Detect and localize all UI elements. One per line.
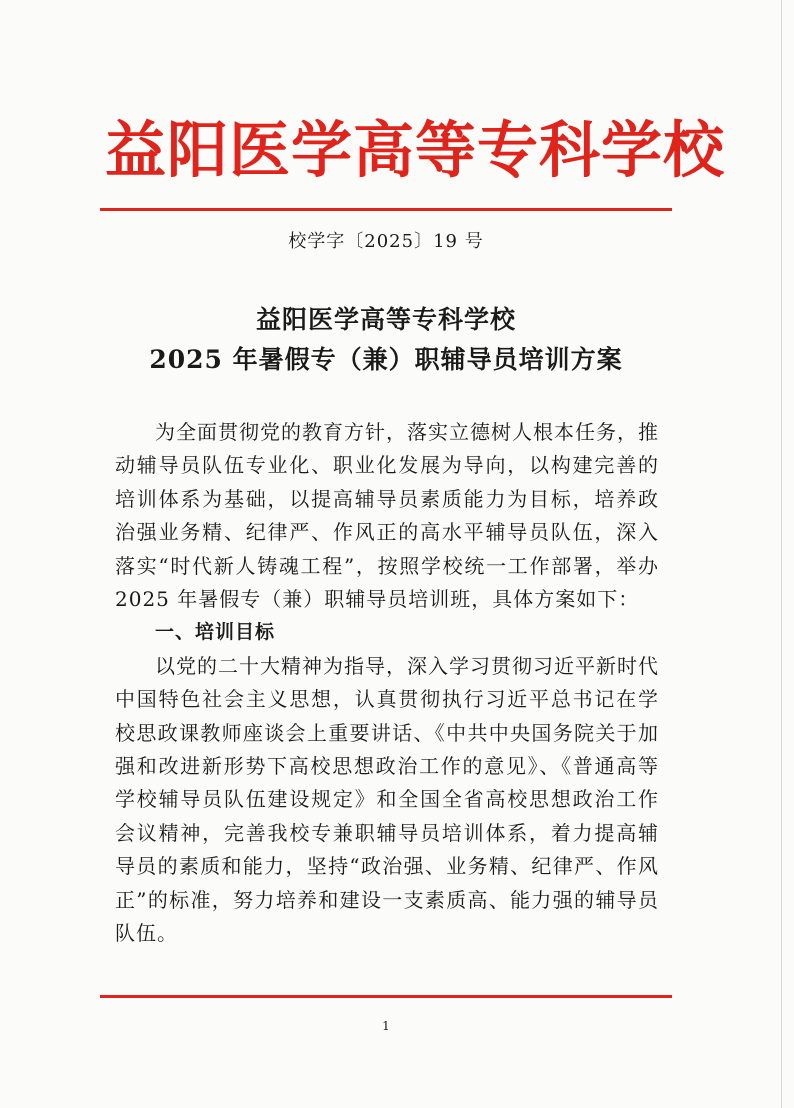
red-footer-rule	[100, 995, 672, 998]
page-number: 1	[382, 1019, 390, 1033]
section-paragraph-training-goals: 以党的二十大精神为指导，深入学习贯彻习近平新时代中国特色社会主义思想，认真贯彻执行习近平总书记在学校思政课教师座谈会上重要讲话、《中共中央国务院关于加强和改进新形势下高校思想政治工作的意见》、《普通高等学校辅导员队伍建设规定》和全国全省高校思想政治工作会议精神，完善我校专兼职辅导员培训体系，着力提高辅导员的素质和能力，坚持“政治强、业务精、纪律严、作风正”的标准，努力培养和建设一支素质高、能力强的辅导员队伍。	[115, 653, 659, 946]
document-title-line-2: 2025 年暑假专（兼）职辅导员培训方案	[149, 345, 623, 374]
document-number: 校学字〔2025〕19 号	[288, 231, 484, 252]
intro-paragraph: 为全面贯彻党的教育方针，落实立德树人根本任务，推动辅导员队伍专业化、职业化发展为导向，以构建完善的培训体系为基础，以提高辅导员素质能力为目标，培养政治强业务精、纪律严、作风正的高水平辅导员队伍，深入落实“时代新人铸魂工程”，按照学校统一工作部署，举办 2025 年暑假专（兼）职辅导员培训班，具体方案如下：	[115, 420, 659, 612]
page-edge-line	[781, 0, 782, 1108]
red-header-rule	[100, 208, 672, 211]
document-title-line-1: 益阳医学高等专科学校	[255, 305, 516, 334]
org-header-title: 益阳医学高等专科学校	[105, 115, 726, 186]
section-heading-training-goals: 一、培训目标	[155, 621, 276, 644]
document-title	[100, 300, 672, 380]
document-body	[115, 416, 659, 951]
